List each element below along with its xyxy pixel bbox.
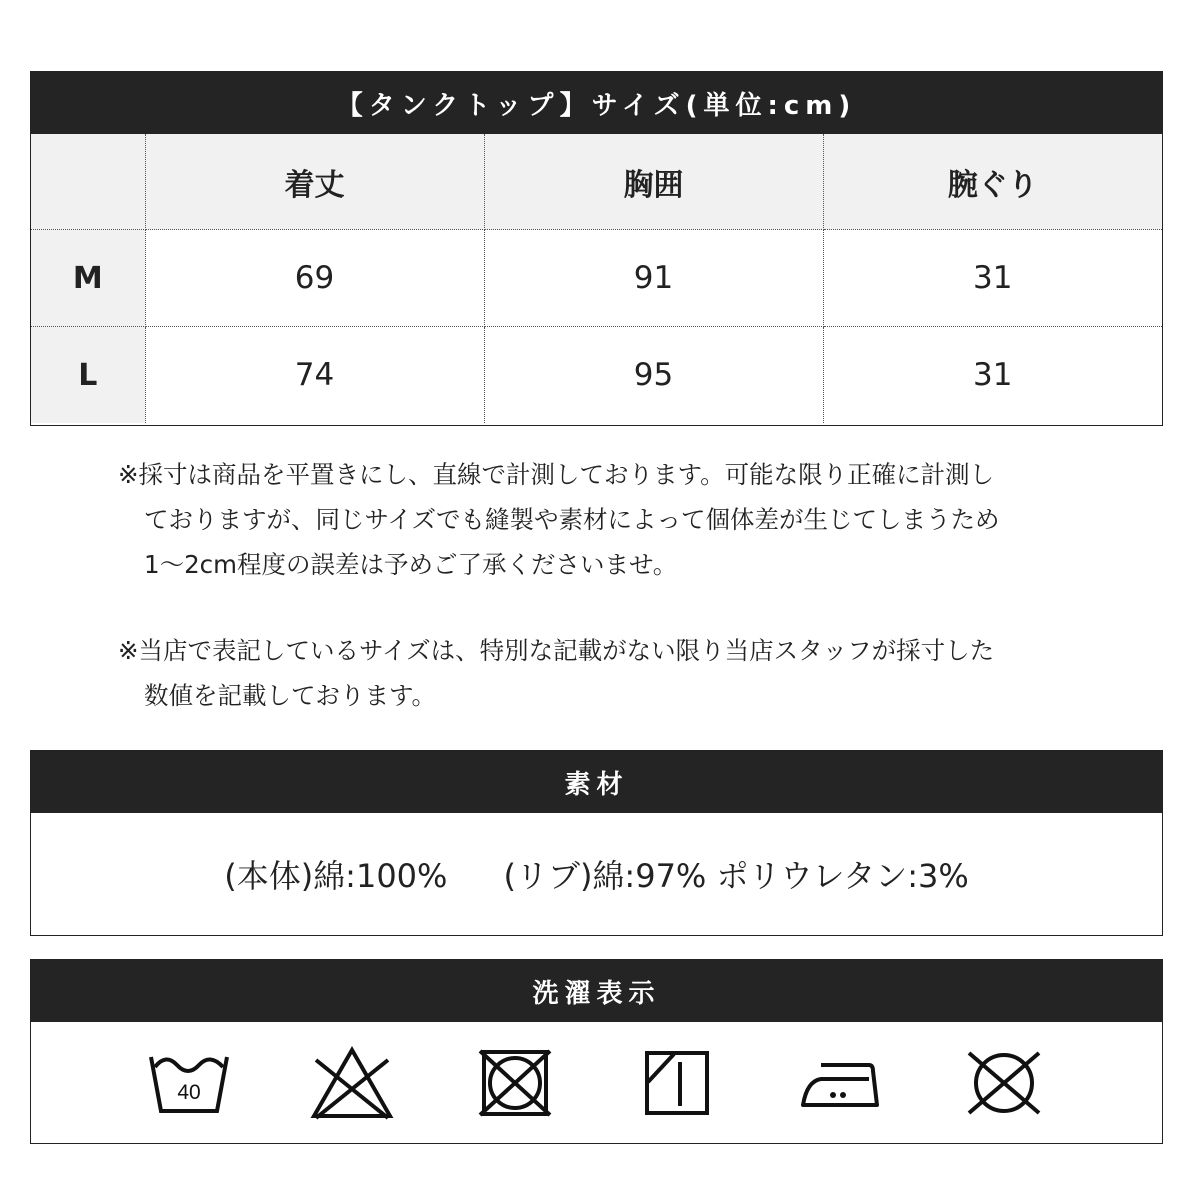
- value-cell: 31: [823, 327, 1162, 424]
- care-section: [30, 959, 1163, 1144]
- no-dry-clean-icon: [923, 1033, 1086, 1133]
- no-bleach-icon: [271, 1033, 434, 1133]
- size-table-title: 【タンクトップ】サイズ(単位:cm): [31, 72, 1162, 134]
- note-line: 数値を記載しております。: [144, 681, 437, 710]
- corner-cell: [31, 134, 145, 230]
- value-cell: 74: [145, 327, 484, 424]
- note-line: ※採寸は商品を平置きにし、直線で計測しております。可能な限り正確に計測し: [118, 460, 995, 489]
- material-main: (本体)綿:100%: [224, 857, 448, 895]
- care-title: 洗濯表示: [31, 960, 1162, 1022]
- value-cell: 69: [145, 230, 484, 327]
- note-line: 1〜2cm程度の誤差は予めご了承くださいませ。: [144, 550, 678, 579]
- iron-low-icon: [760, 1033, 923, 1133]
- material-rib: (リブ)綿:97% ポリウレタン:3%: [503, 857, 969, 895]
- care-icons: [31, 1022, 1162, 1143]
- material-title: 素材: [31, 751, 1162, 813]
- header-armhole: 腕ぐり: [823, 134, 1162, 230]
- size-table: [31, 134, 1162, 423]
- material-body: [31, 813, 1162, 935]
- size-source-note: [118, 628, 1108, 718]
- table-row: [31, 230, 1162, 327]
- value-cell: 31: [823, 230, 1162, 327]
- size-label-l: L: [31, 327, 145, 424]
- note-line: ておりますが、同じサイズでも縫製や素材によって個体差が生じてしまうため: [144, 505, 1000, 534]
- value-cell: 95: [484, 327, 823, 424]
- measurement-note: [118, 452, 1108, 587]
- no-tumble-dry-icon: [434, 1033, 597, 1133]
- wash-temp-label: 40: [177, 1080, 201, 1104]
- header-chest: 胸囲: [484, 134, 823, 230]
- note-line: ※当店で表記しているサイズは、特別な記載がない限り当店スタッフが採寸した: [118, 636, 995, 665]
- material-section: [30, 750, 1163, 936]
- line-dry-shade-icon: [597, 1033, 760, 1133]
- size-label-m: M: [31, 230, 145, 327]
- size-section: [30, 71, 1163, 426]
- size-table-header-row: [31, 134, 1162, 230]
- wash-40-icon: [108, 1033, 271, 1133]
- value-cell: 91: [484, 230, 823, 327]
- table-row: [31, 327, 1162, 424]
- header-length: 着丈: [145, 134, 484, 230]
